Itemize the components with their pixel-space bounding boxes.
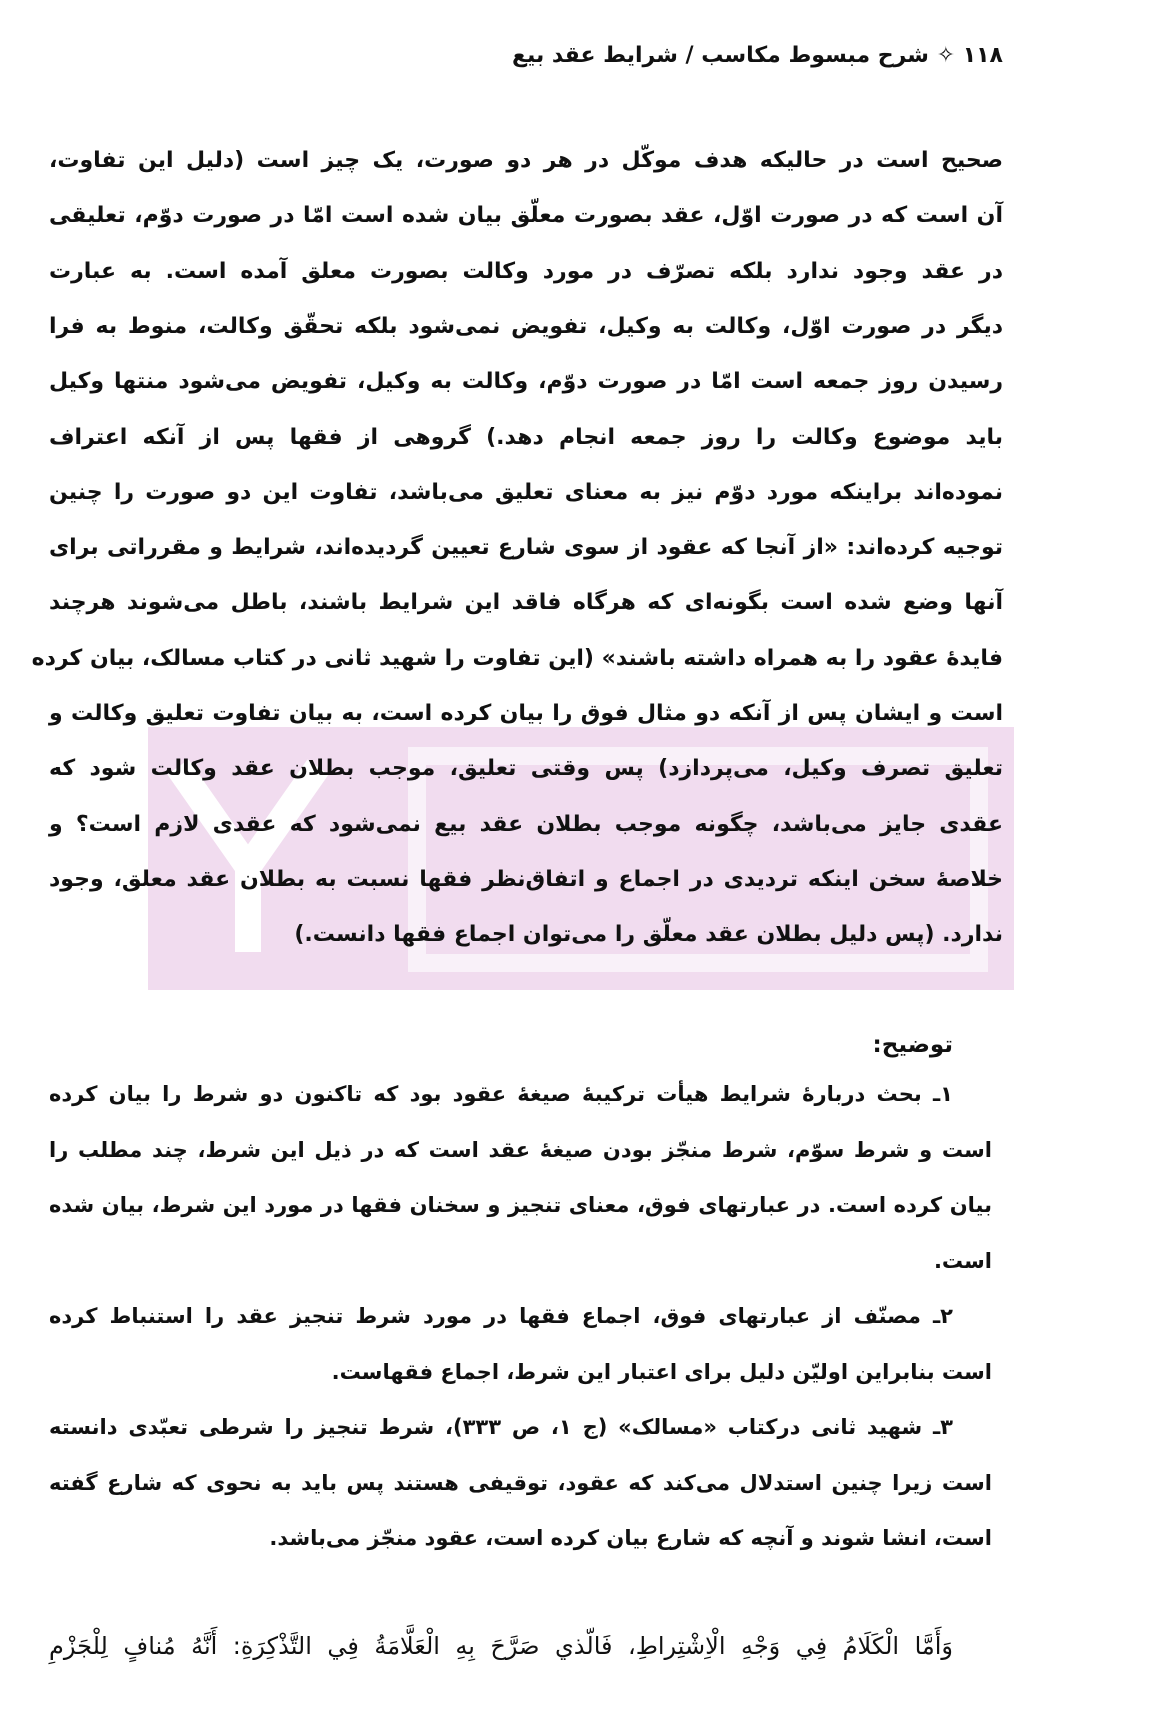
text-line: باید موضوع وکالت را روز جمعه انجام دهد.) گروهی از فقها پس از آنکه اعتراف <box>49 424 1003 450</box>
ornament-icon: ✧ <box>936 43 956 68</box>
note-line: ۲ـ مصنّف از عبارتهای فوق، اجماع فقها در مورد شرط تنجیز عقد را استنباط کرده <box>49 1304 953 1328</box>
text-line: رسیدن روز جمعه است امّا در صورت دوّم، وکالت به وکیل، تفویض می‌شود منتها وکیل <box>49 369 1003 395</box>
note-line: است، انشا شوند و آنچه که شارع بیان کرده است، عقود منجّز می‌باشد. <box>269 1526 992 1550</box>
note-line: ۳ـ شهید ثانی درکتاب «مسالک» (ج ۱، ص ۳۳۳)، شرط تنجیز را شرطی تعبّدی دانسته <box>49 1415 953 1439</box>
text-line: در عقد وجود ندارد بلکه تصرّف در مورد وکالت بصورت معلق آمده است. به عبارت <box>49 258 1003 284</box>
arabic-source-text: وَأَمَّا الْكَلَامُ فِي وَجْهِ الْاِشْتِراطِ، فَالّذي صَرَّحَ بِهِ الْعَلَّامَةُ فِي التَّذْكِرَةِ: أَنَّهُ مُنافٍ لِلْجَزْمِ <box>49 1632 953 1660</box>
text-line: عقدی جایز می‌باشد، چگونه موجب بطلان عقد بیع نمی‌شود که عقدی لازم است؟ و <box>49 811 1003 837</box>
text-line: آنها وضع شده است بگونه‌ای که هرگاه فاقد این شرایط باشند، باطل می‌شوند هرچند <box>49 590 1003 616</box>
running-title: شرح مبسوط مکاسب / شرایط عقد بیع <box>512 43 929 68</box>
text-line: تعلیق تصرف وکیل، می‌پردازد) پس وقتی تعلیق، موجب بطلان عقد وکالت شود که <box>49 756 1003 782</box>
text-line: توجیه کرده‌اند: «از آنجا که عقود از سوی شارع تعیین گردیده‌اند، شرایط و مقرراتی برای <box>49 535 1003 561</box>
text-line: است و ایشان پس از آنکه دو مثال فوق را بیان کرده است، به بیان تفاوت تعلیق وکالت و <box>49 701 1003 726</box>
note-line: بیان کرده است. در عبارتهای فوق، معنای تنجیز و سخنان فقها در مورد این شرط، بیان شده <box>49 1193 992 1217</box>
text-line: صحیح است در حالیکه هدف موکّل در هر دو صورت، یک چیز است (دلیل این تفاوت، <box>49 148 1003 173</box>
text-line: دیگر در صورت اوّل، وکالت به وکیل، تفویض نمی‌شود بلکه تحقّق وکالت، منوط به فرا <box>49 313 1003 339</box>
text-line: آن است که در صورت اوّل، عقد بصورت معلّق بیان شده است امّا در صورت دوّم، تعلیقی <box>49 203 1003 229</box>
text-line: نموده‌اند براینکه مورد دوّم نیز به معنای تعلیق می‌باشد، تفاوت این دو صورت را چنین <box>49 479 1003 505</box>
note-line: است زیرا چنین استدلال می‌کند که عقود، توقیفی هستند پس باید به نحوی که شارع گفته <box>49 1470 992 1495</box>
text-line: فایدهٔ عقود را به همراه داشته باشند» (این تفاوت را شهید ثانی در کتاب مسالک، بیان کرده <box>31 645 1003 671</box>
note-line: است و شرط سوّم، شرط منجّز بودن صیغهٔ عقد است که در ذیل این شرط، چند مطلب را <box>49 1137 992 1162</box>
page-number: ۱۱۸ <box>962 43 1003 68</box>
note-line: است. <box>933 1248 992 1273</box>
running-header <box>512 36 1003 76</box>
text-line: خلاصهٔ سخن اینکه تردیدی در اجماع و اتفاق‌نظر فقها نسبت به بطلان عقد معلق، وجود <box>49 866 1003 892</box>
notes-heading: توضیح: <box>872 1032 953 1058</box>
note-line: است بنابراین اولیّن دلیل برای اعتبار این شرط، اجماع فقهاست. <box>331 1359 992 1384</box>
note-line: ۱ـ بحث دربارهٔ شرایط هیأت ترکیبهٔ صیغهٔ عقود بود که تاکنون دو شرط را بیان کرده <box>49 1082 953 1106</box>
text-line: ندارد. (پس دلیل بطلان عقد معلّق را می‌توان اجماع فقها دانست.) <box>294 922 1003 948</box>
